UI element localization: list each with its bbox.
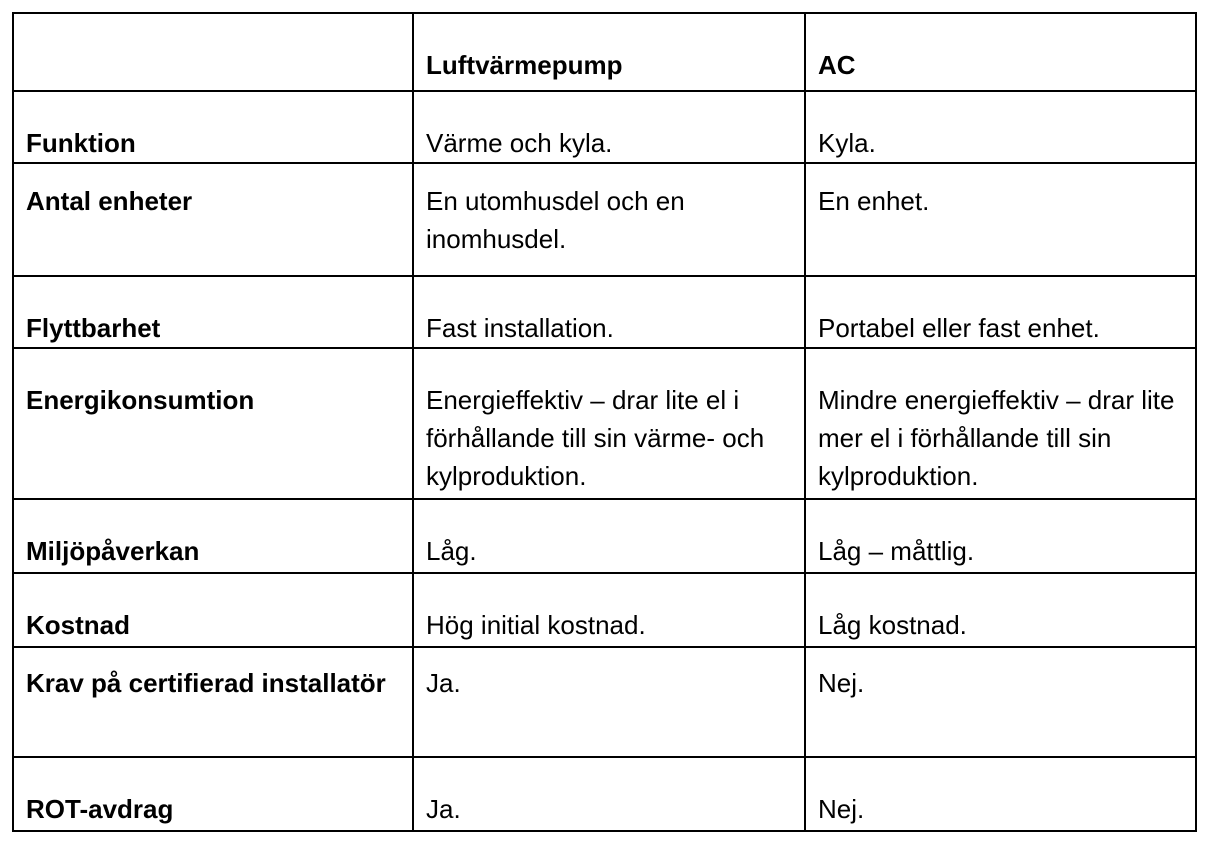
cell-ac: Låg kostnad. (805, 573, 1196, 647)
table-row (13, 163, 1196, 276)
row-label: Energikonsumtion (13, 348, 413, 499)
row-label: Krav på certifierad installatör (13, 647, 413, 757)
table-row (13, 573, 1196, 647)
table-row (13, 91, 1196, 163)
table-row (13, 647, 1196, 757)
cell-luftvarmepump: En utomhusdel och en inomhusdel. (413, 163, 805, 276)
cell-luftvarmepump: Hög initial kostnad. (413, 573, 805, 647)
cell-ac: Låg – måttlig. (805, 499, 1196, 573)
row-label: ROT-avdrag (13, 757, 413, 831)
row-label: Kostnad (13, 573, 413, 647)
table-row (13, 276, 1196, 348)
cell-ac: Kyla. (805, 91, 1196, 163)
cell-ac: Portabel eller fast enhet. (805, 276, 1196, 348)
cell-luftvarmepump: Låg. (413, 499, 805, 573)
cell-ac: Mindre energieffektiv – drar lite mer el i förhållande till sin kylproduktion. (805, 348, 1196, 499)
cell-ac: Nej. (805, 757, 1196, 831)
row-label: Flyttbarhet (13, 276, 413, 348)
row-label: Funktion (13, 91, 413, 163)
header-empty-cell (13, 13, 413, 91)
row-label: Miljöpåverkan (13, 499, 413, 573)
table-row (13, 757, 1196, 831)
cell-luftvarmepump: Ja. (413, 647, 805, 757)
header-ac: AC (805, 13, 1196, 91)
cell-luftvarmepump: Värme och kyla. (413, 91, 805, 163)
comparison-table (12, 12, 1197, 832)
row-label: Antal enheter (13, 163, 413, 276)
table-row (13, 499, 1196, 573)
cell-luftvarmepump: Fast installation. (413, 276, 805, 348)
cell-luftvarmepump: Energieffektiv – drar lite el i förhållande till sin värme- och kylproduktion. (413, 348, 805, 499)
cell-luftvarmepump: Ja. (413, 757, 805, 831)
header-luftvarmepump: Luftvärmepump (413, 13, 805, 91)
table-row (13, 348, 1196, 499)
cell-ac: En enhet. (805, 163, 1196, 276)
cell-ac: Nej. (805, 647, 1196, 757)
table-header-row (13, 13, 1196, 91)
